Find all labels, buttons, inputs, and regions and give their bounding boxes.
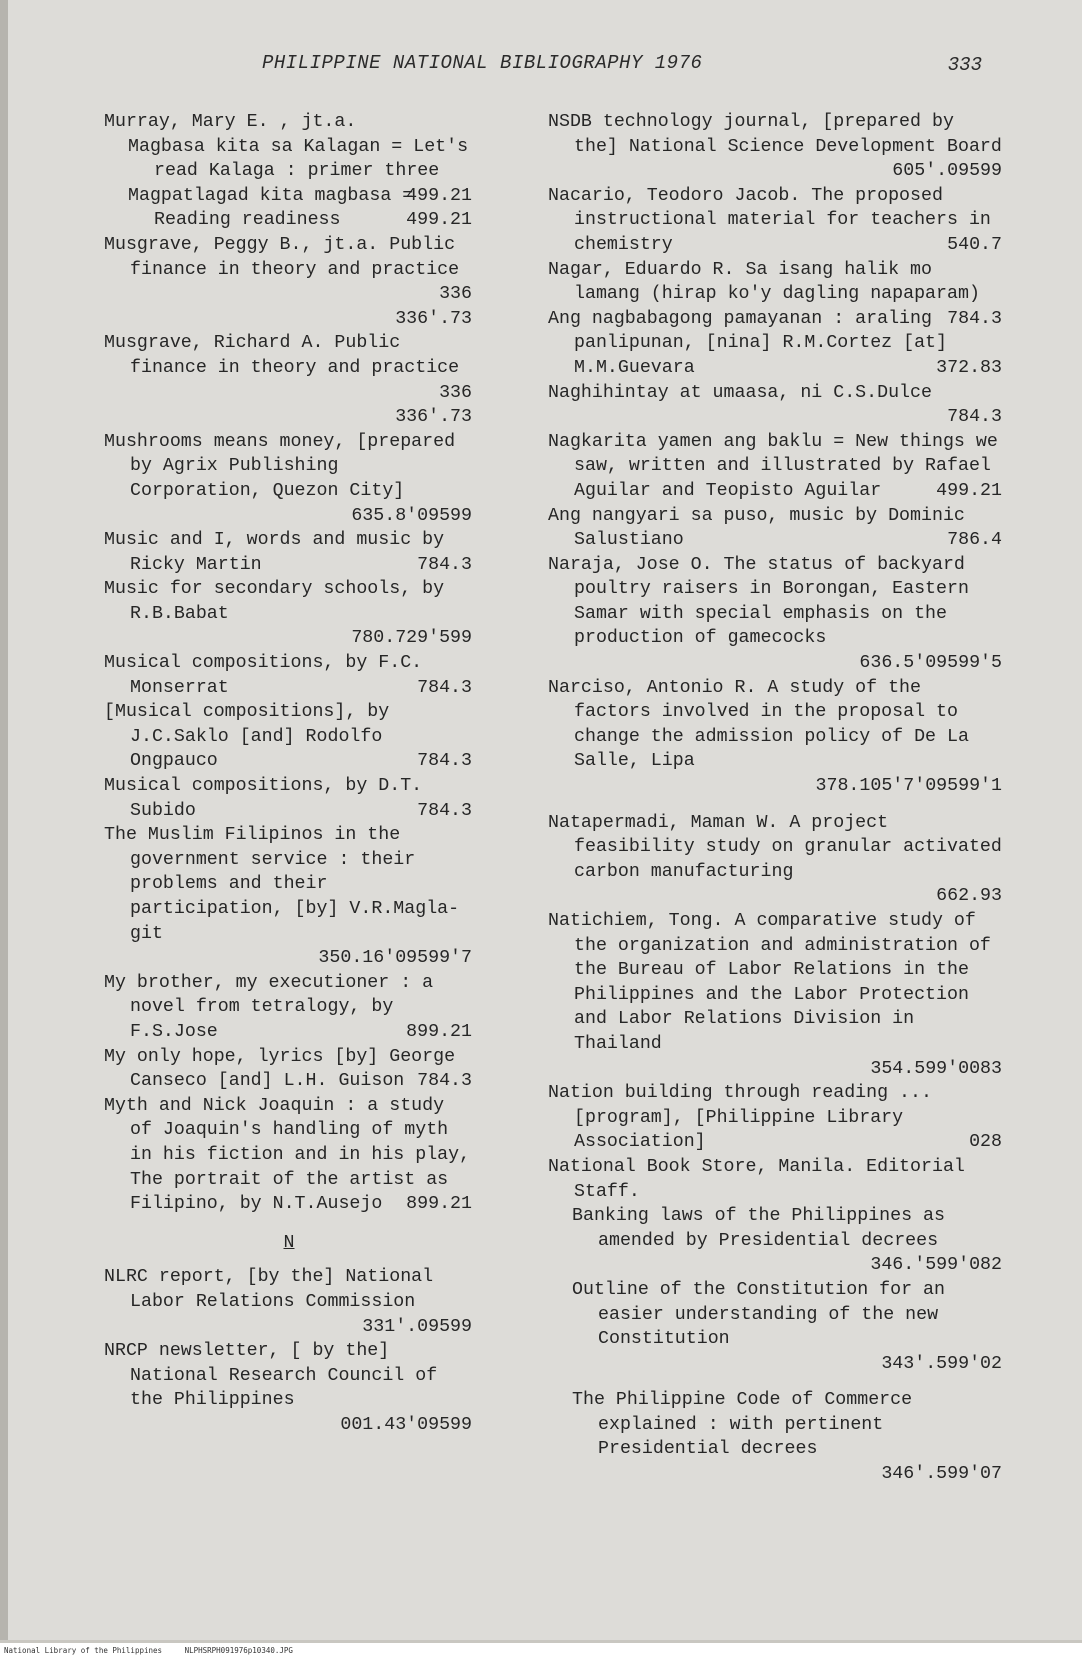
call-number: 001.43'09599 xyxy=(340,1414,472,1435)
call-number: 662.93 xyxy=(936,886,1002,907)
entry-nagkarita: Nagkarita yamen ang baklu = New things we saw, written and illustrated by Rafael Aguilar and Teopisto Aguilar 499.21 xyxy=(548,430,1004,504)
section-letter-n: N xyxy=(283,1232,295,1253)
entry-nlrc-report: NLRC report, [by the] National Labor Relations Commission 331'.09599 xyxy=(104,1265,474,1339)
right-column xyxy=(548,110,1004,1487)
entry-national-book-store: National Book Store, Manila. Editorial Staff. xyxy=(548,1156,965,1202)
call-number: 784.3 xyxy=(417,800,472,821)
call-number: 378.105'7'09599'1 xyxy=(815,776,1002,797)
call-number: 028 xyxy=(969,1132,1002,1153)
call-number: 346.'599'082 xyxy=(870,1255,1002,1276)
entry-nsdb-journal: NSDB technology journal, [prepared by the] National Science Development Board 605'.09599 xyxy=(548,110,1004,184)
scan-footer xyxy=(0,1643,1082,1658)
call-number: 372.83 xyxy=(936,357,1002,378)
call-number: 784.3 xyxy=(417,751,472,772)
entry-nation-building: Nation building through reading ... [program], [Philippine Library Association] 028 xyxy=(548,1081,1004,1155)
entry-banking-laws: Banking laws of the Philippines as amended by Presidential decrees 346.'599'082 xyxy=(548,1204,1004,1278)
call-number: 336 xyxy=(439,284,472,305)
call-number: 354.599'0083 xyxy=(870,1058,1002,1079)
entry-mushrooms: Mushrooms means money, [prepared by Agrix Publishing Corporation, Quezon City] 635.8'09599 xyxy=(104,430,474,528)
entry-code-of-commerce: The Philippine Code of Commerce explained : with pertinent Presidential decrees 346'.599'07 xyxy=(548,1388,1004,1486)
call-number: 346'.599'07 xyxy=(881,1464,1002,1485)
bibliography-title: PHILIPPINE NATIONAL BIBLIOGRAPHY 1976 xyxy=(262,52,703,74)
entry-nrcp-newsletter: NRCP newsletter, [ by the] National Research Council of the Philippines 001.43'09599 xyxy=(104,1339,474,1437)
entry-naghihintay: Naghihintay at umaasa, ni C.S.Dulce 784.3 xyxy=(548,381,1004,430)
entry-naraja: Naraja, Jose O. The status of backyard poultry raisers in Borongan, Eastern Samar with special emphasis on the production of gamecocks 636.5'09599'5 xyxy=(548,553,1004,676)
file-name: NLPHSRPH091976p10340.JPG xyxy=(184,1646,293,1655)
call-number: 540.7 xyxy=(947,234,1002,255)
entry-nagbabagong-pamayanan: Ang nagbabagong pamayanan : araling panlipunan, [nina] R.M.Cortez [at] M.M.Guevara 372.83 xyxy=(548,307,1004,381)
call-number: 331'.09599 xyxy=(362,1316,472,1337)
call-number: 784.3 xyxy=(417,554,472,575)
entry-musgrave-peggy: Musgrave, Peggy B., jt.a. Public finance in theory and practice 336 336'.73 xyxy=(104,233,474,331)
call-number: 499.21 xyxy=(936,480,1002,501)
page-number: 333 xyxy=(947,54,982,76)
entry-muslim-filipinos: The Muslim Filipinos in the government service : their problems and their participation, [by] V.R.Magla-git 350.16'09599'7 xyxy=(104,823,474,971)
call-number: 899.21 xyxy=(406,1194,472,1215)
entry-magpatlagad: Magpatlagad kita magbasa = Reading readiness 499.21 xyxy=(104,184,474,233)
entry-music-and-i: Music and I, words and music by Ricky Martin 784.3 xyxy=(104,528,474,577)
left-column xyxy=(104,110,474,1437)
call-number: 784.3 xyxy=(947,308,1002,329)
call-number: 336'.73 xyxy=(395,308,472,329)
call-number: 605'.09599 xyxy=(892,161,1002,182)
entry-my-brother: My brother, my executioner : a novel from tetralogy, by F.S.Jose 899.21 xyxy=(104,971,474,1045)
call-number: 336'.73 xyxy=(395,407,472,428)
entry-nacario: Nacario, Teodoro Jacob. The proposed instructional material for teachers in chemistry 540.7 xyxy=(548,184,1004,258)
call-number: 636.5'09599'5 xyxy=(859,653,1002,674)
entry-magbasa-kita: Magbasa kita sa Kalagan = Let's read Kalaga : primer three 499.21 xyxy=(104,135,474,184)
call-number: 784.3 xyxy=(947,407,1002,428)
entry-nangyari-sa-puso: Ang nangyari sa puso, music by Dominic Salustiano 786.4 xyxy=(548,504,1004,553)
call-number: 499.21 xyxy=(406,210,472,231)
page-binding-edge xyxy=(0,0,8,1640)
entry-my-only-hope: My only hope, lyrics [by] George Canseco [and] L.H. Guison 784.3 xyxy=(104,1045,474,1094)
entry-musical-subido: Musical compositions, by D.T. Subido 784.3 xyxy=(104,774,474,823)
entry-outline-constitution: Outline of the Constitution for an easier understanding of the new Constitution 343'.599'02 xyxy=(548,1278,1004,1376)
call-number: 780.729'599 xyxy=(351,628,472,649)
call-number: 635.8'09599 xyxy=(351,505,472,526)
entry-natapermadi: Natapermadi, Maman W. A project feasibility study on granular activated carbon manufacturing 662.93 xyxy=(548,811,1004,909)
running-header xyxy=(262,44,982,84)
call-number: 784.3 xyxy=(417,677,472,698)
entry-murray-mary: Murray, Mary E. , jt.a. xyxy=(104,112,357,132)
entry-nagar: Nagar, Eduardo R. Sa isang halik mo lamang (hirap ko'y dagling napaparam) 784.3 xyxy=(548,258,1004,307)
entry-natichiem: Natichiem, Tong. A comparative study of the organization and administration of the Bureau of Labor Relations in the Philippines and the Labor Protection and Labor Relations Division in Thailand 354.599'0083 xyxy=(548,909,1004,1081)
entry-musgrave-richard: Musgrave, Richard A. Public finance in theory and practice 336 336'.73 xyxy=(104,331,474,429)
call-number: 336 xyxy=(439,382,472,403)
entry-myth-nick-joaquin: Myth and Nick Joaquin : a study of Joaquin's handling of myth in his fiction and in his play, The portrait of the artist as Filipino, by N.T.Ausejo 899.21 xyxy=(104,1094,474,1217)
call-number: 499.21 xyxy=(406,185,472,206)
call-number: 343'.599'02 xyxy=(881,1353,1002,1374)
entry-narciso: Narciso, Antonio R. A study of the factors involved in the proposal to change the admission policy of De La Salle, Lipa 378.105'7'09599'1 xyxy=(548,676,1004,799)
call-number: 784.3 xyxy=(417,1071,472,1092)
entry-music-secondary: Music for secondary schools, by R.B.Babat 780.729'599 xyxy=(104,577,474,651)
entry-musical-monserrat: Musical compositions, by F.C. Monserrat 784.3 xyxy=(104,651,474,700)
call-number: 899.21 xyxy=(406,1021,472,1042)
entry-musical-saklo: [Musical compositions], by J.C.Saklo [and] Rodolfo Ongpauco 784.3 xyxy=(104,700,474,774)
call-number: 350.16'09599'7 xyxy=(318,948,472,969)
call-number: 786.4 xyxy=(947,530,1002,551)
library-credit: National Library of the Philippines xyxy=(4,1646,163,1655)
